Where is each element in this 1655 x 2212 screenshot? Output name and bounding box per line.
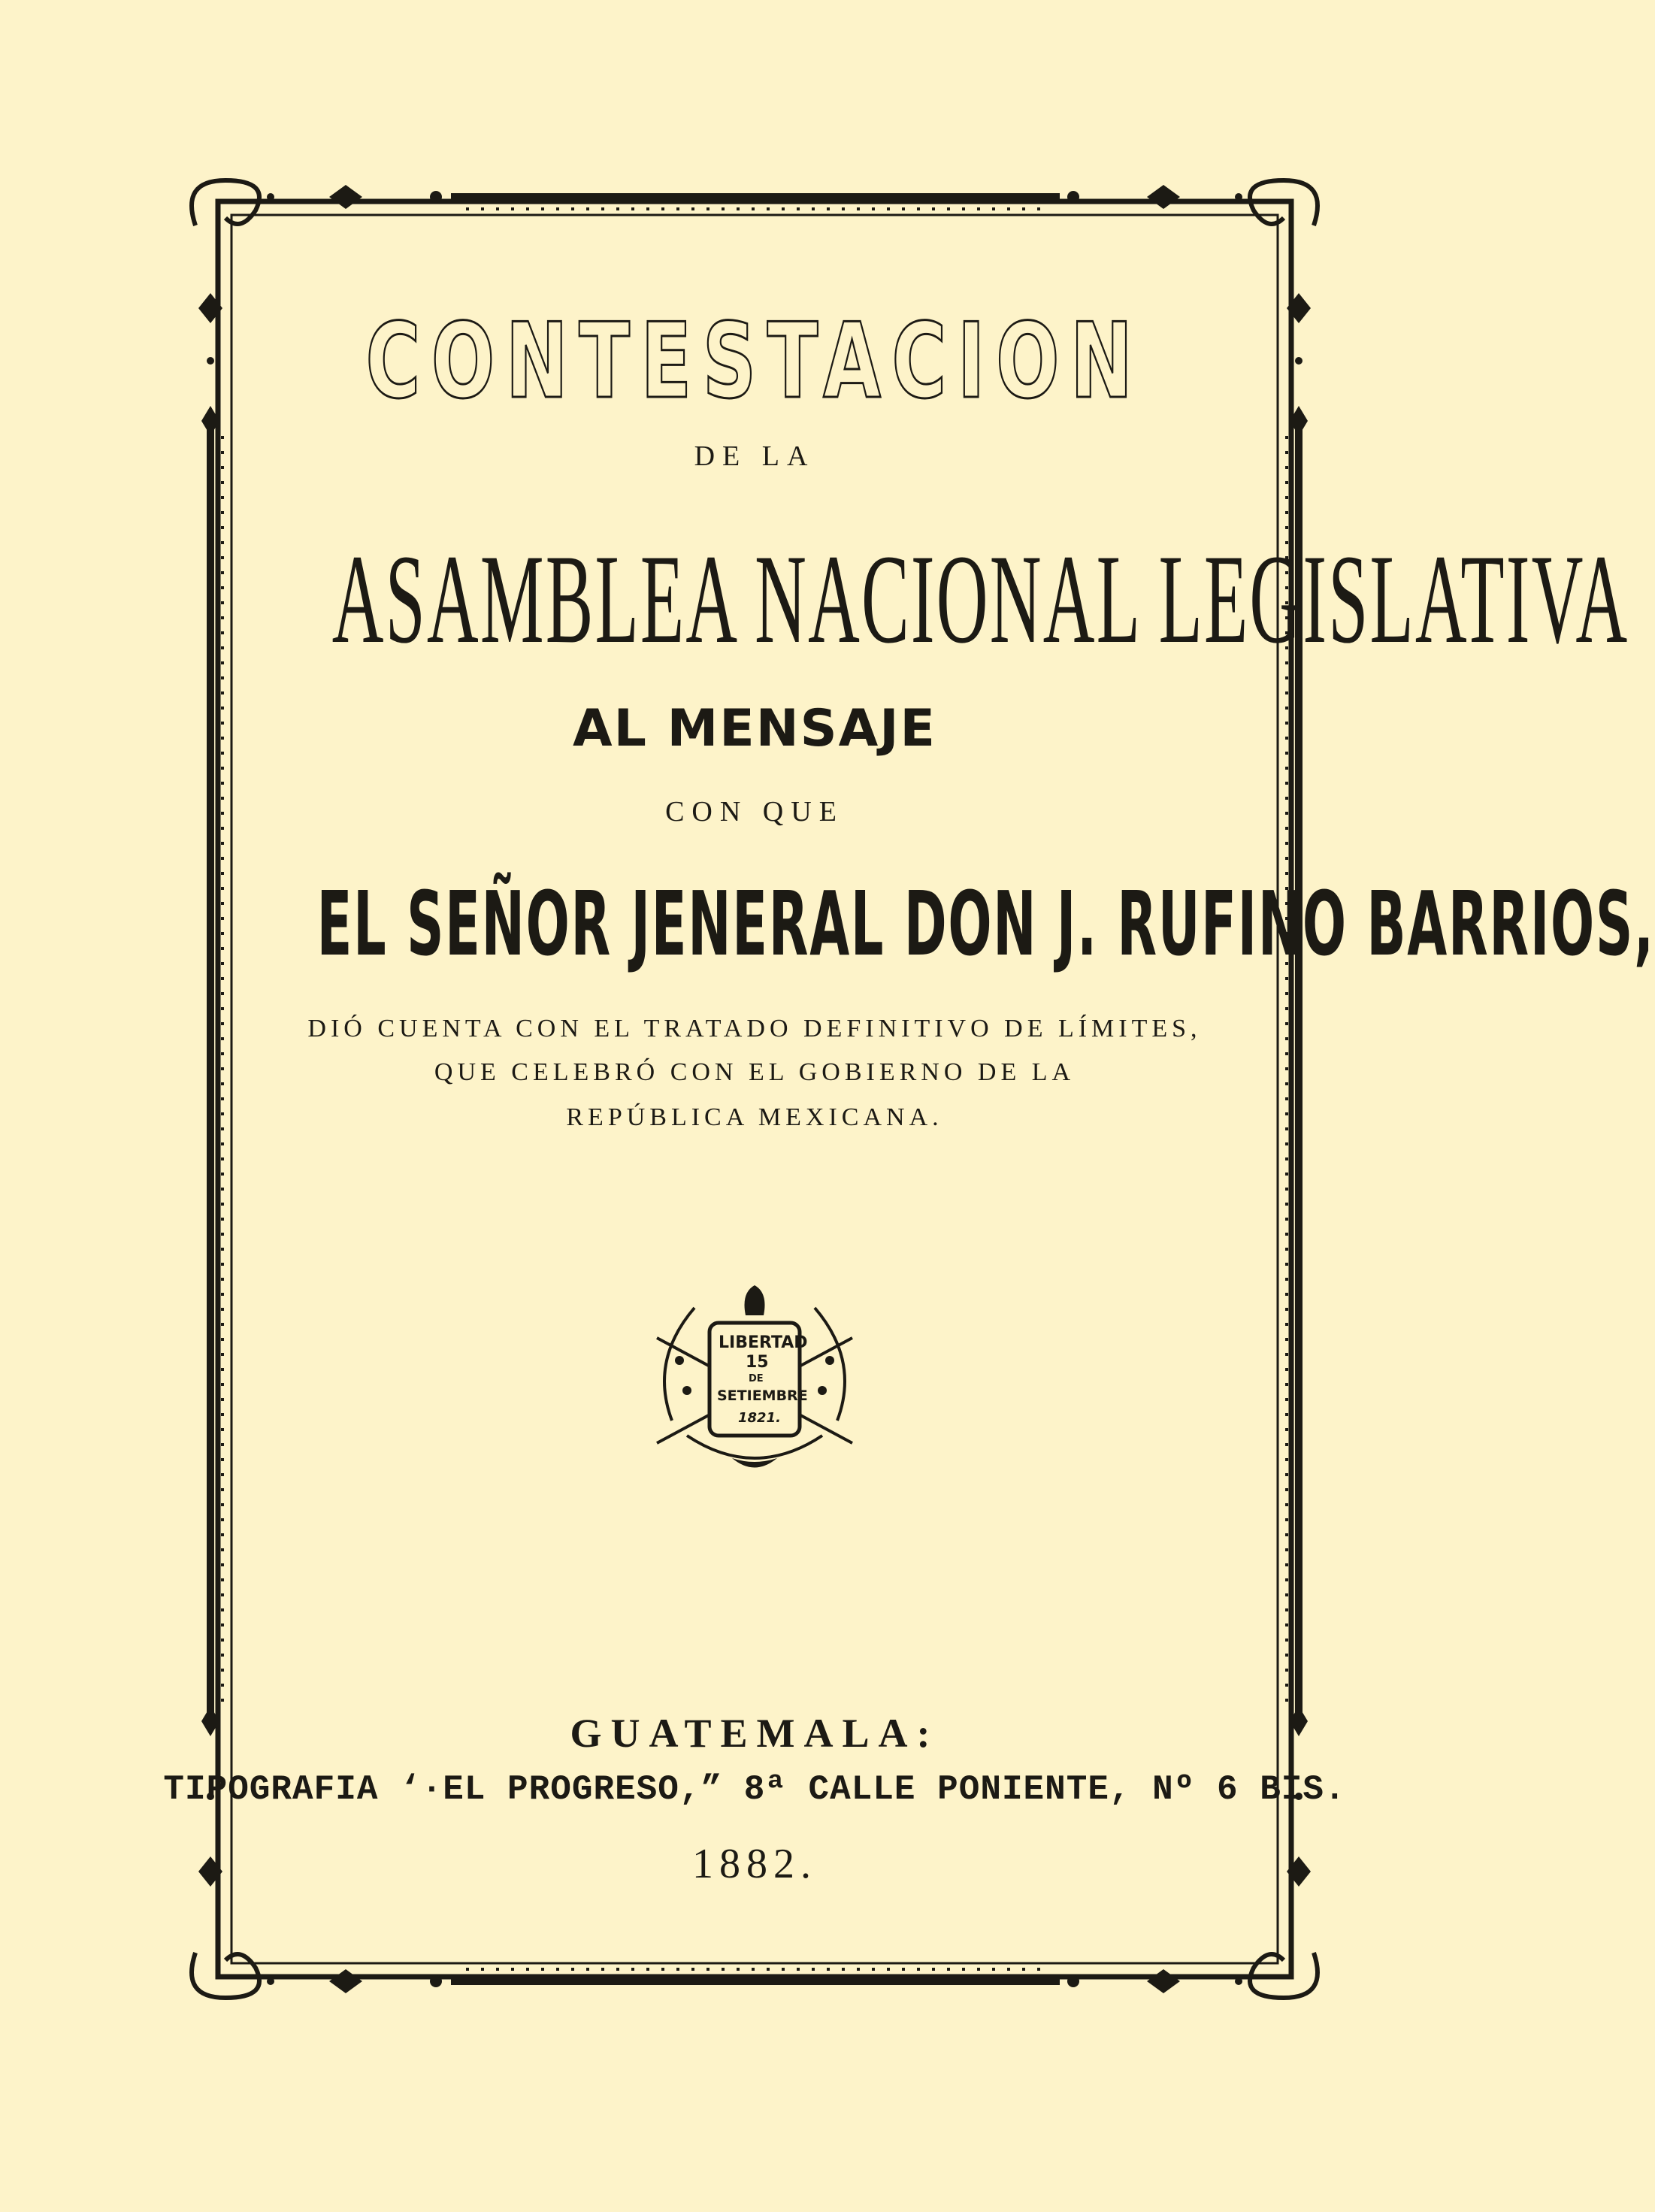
body-line-3: REPÚBLICA MEXICANA. — [566, 1103, 943, 1131]
body-line-2: QUE CELEBRÓ CON EL GOBIERNO DE LA — [434, 1058, 1076, 1086]
al-mensaje-heading: AL MENSAJE — [572, 699, 936, 758]
general-name-heading: EL SEÑOR JENERAL DON J. RUFINO BARRIOS, — [316, 872, 1655, 976]
imprint-city: GUATEMALA: — [570, 1711, 939, 1756]
con-que-line: CON QUE — [665, 796, 844, 828]
seal-year: 1821. — [738, 1410, 781, 1426]
body-line-1: DIÓ CUENTA CON EL TRATADO DEFINITIVO DE LÍMITES, — [307, 1015, 1202, 1042]
seal-word: LIBERTAD — [719, 1333, 808, 1352]
imprint-year: 1882. — [692, 1841, 817, 1887]
subtitle-de-la: DE LA — [694, 440, 815, 472]
coat-of-arms-seal — [642, 1270, 867, 1496]
seal-day: 15 — [746, 1353, 769, 1372]
seal-month: SETIEMBRE — [717, 1387, 808, 1404]
assembly-heading: ASAMBLEA NACIONAL LEGISLATIVA — [331, 528, 1629, 670]
imprint-printer: TIPOGRAFIA ‘·EL PROGRESO,” 8ª CALLE PONIENTE, Nº 6 BIS. — [163, 1770, 1346, 1809]
seal-inscription — [642, 1270, 867, 1496]
seal-de: DE — [749, 1373, 764, 1384]
main-title: CONTESTACION — [365, 301, 1144, 422]
